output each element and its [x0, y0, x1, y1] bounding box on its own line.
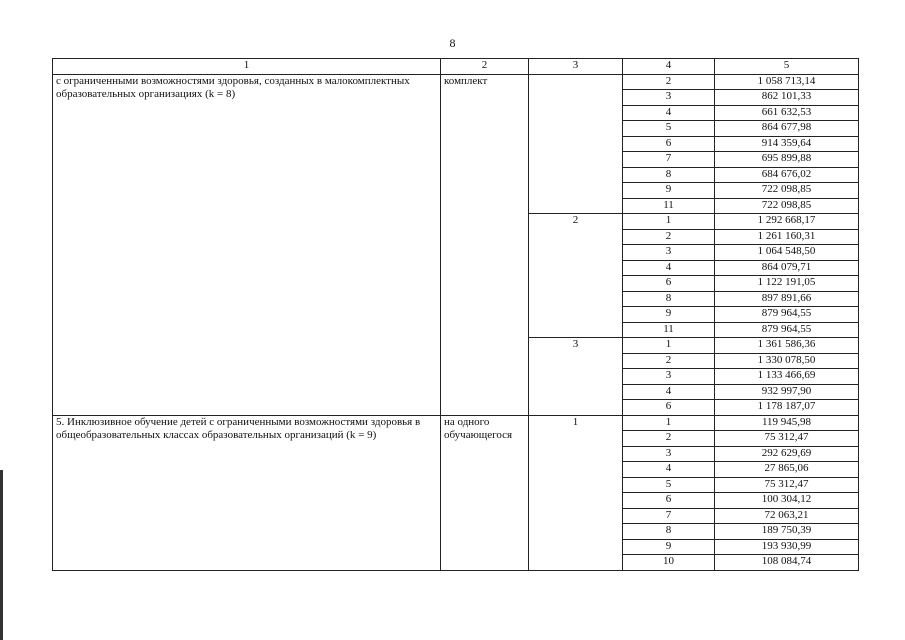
class-cell: 3	[623, 446, 715, 462]
value-cell: 72 063,21	[715, 508, 859, 524]
class-cell: 6	[623, 276, 715, 292]
value-cell: 27 865,06	[715, 462, 859, 478]
value-cell: 292 629,69	[715, 446, 859, 462]
class-cell: 5	[623, 121, 715, 137]
scan-edge-mark	[0, 470, 3, 640]
unit-cell: на одного обучающегося	[441, 415, 529, 570]
class-cell: 11	[623, 322, 715, 338]
class-cell: 6	[623, 400, 715, 416]
class-cell: 3	[623, 245, 715, 261]
value-cell: 897 891,66	[715, 291, 859, 307]
class-cell: 2	[623, 353, 715, 369]
value-cell: 193 930,99	[715, 539, 859, 555]
value-cell: 862 101,33	[715, 90, 859, 106]
group-cell: 3	[529, 338, 623, 416]
value-cell: 1 292 668,17	[715, 214, 859, 230]
header-cell: 4	[623, 59, 715, 75]
section-description: с ограниченными возможностями здоровья, созданных в малокомплектных образовательных организациях (k = 8)	[53, 74, 441, 415]
value-cell: 661 632,53	[715, 105, 859, 121]
value-cell: 722 098,85	[715, 183, 859, 199]
class-cell: 1	[623, 415, 715, 431]
class-cell: 2	[623, 229, 715, 245]
tariff-table	[52, 58, 859, 571]
value-cell: 1 330 078,50	[715, 353, 859, 369]
class-cell: 11	[623, 198, 715, 214]
value-cell: 1 361 586,36	[715, 338, 859, 354]
group-cell: 1	[529, 415, 623, 570]
group-cell: 2	[529, 214, 623, 338]
value-cell: 914 359,64	[715, 136, 859, 152]
class-cell: 8	[623, 524, 715, 540]
value-cell: 864 079,71	[715, 260, 859, 276]
class-cell: 7	[623, 152, 715, 168]
unit-cell: комплект	[441, 74, 529, 415]
header-cell: 2	[441, 59, 529, 75]
table-body	[53, 74, 859, 570]
value-cell: 695 899,88	[715, 152, 859, 168]
page-number: 8	[449, 36, 456, 50]
header-row	[53, 59, 859, 75]
class-cell: 9	[623, 183, 715, 199]
value-cell: 864 677,98	[715, 121, 859, 137]
class-cell: 4	[623, 260, 715, 276]
header-cell: 1	[53, 59, 441, 75]
class-cell: 2	[623, 74, 715, 90]
value-cell: 932 997,90	[715, 384, 859, 400]
value-cell: 75 312,47	[715, 477, 859, 493]
class-cell: 1	[623, 338, 715, 354]
header-cell: 3	[529, 59, 623, 75]
class-cell: 7	[623, 508, 715, 524]
class-cell: 8	[623, 167, 715, 183]
value-cell: 1 122 191,05	[715, 276, 859, 292]
table-row	[53, 74, 859, 90]
class-cell: 4	[623, 462, 715, 478]
value-cell: 1 133 466,69	[715, 369, 859, 385]
value-cell: 684 676,02	[715, 167, 859, 183]
group-cell	[529, 74, 623, 214]
class-cell: 9	[623, 539, 715, 555]
value-cell: 1 064 548,50	[715, 245, 859, 261]
class-cell: 4	[623, 384, 715, 400]
value-cell: 1 058 713,14	[715, 74, 859, 90]
value-cell: 879 964,55	[715, 322, 859, 338]
value-cell: 1 261 160,31	[715, 229, 859, 245]
value-cell: 189 750,39	[715, 524, 859, 540]
value-cell: 1 178 187,07	[715, 400, 859, 416]
class-cell: 9	[623, 307, 715, 323]
class-cell: 10	[623, 555, 715, 571]
value-cell: 879 964,55	[715, 307, 859, 323]
value-cell: 722 098,85	[715, 198, 859, 214]
class-cell: 3	[623, 90, 715, 106]
section-description: 5. Инклюзивное обучение детей с ограниченными возможностями здоровья в общеобразовательных классах образовательных организаций (k = 9)	[53, 415, 441, 570]
table-row	[53, 415, 859, 431]
class-cell: 3	[623, 369, 715, 385]
value-cell: 119 945,98	[715, 415, 859, 431]
class-cell: 2	[623, 431, 715, 447]
header-cell: 5	[715, 59, 859, 75]
class-cell: 4	[623, 105, 715, 121]
class-cell: 6	[623, 136, 715, 152]
class-cell: 5	[623, 477, 715, 493]
class-cell: 8	[623, 291, 715, 307]
value-cell: 100 304,12	[715, 493, 859, 509]
value-cell: 108 084,74	[715, 555, 859, 571]
class-cell: 1	[623, 214, 715, 230]
value-cell: 75 312,47	[715, 431, 859, 447]
class-cell: 6	[623, 493, 715, 509]
